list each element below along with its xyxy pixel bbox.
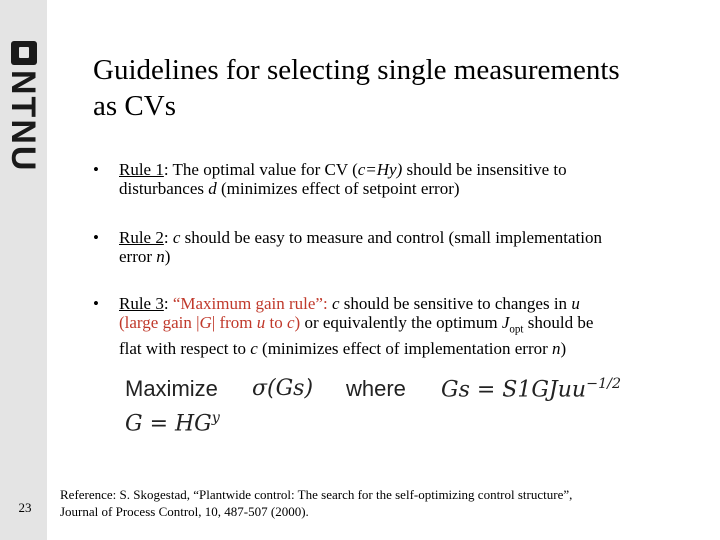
formula-gs-expression: Gs = S1GJuu [441, 377, 587, 403]
rule-1-text: should be insensitive to [402, 160, 567, 179]
rule-3-text: flat with respect to [119, 339, 251, 359]
formula-maximize-label: Maximize [125, 376, 218, 401]
rule-3-text: should be sensitive to changes in [339, 294, 572, 313]
rule-1-math: d [208, 179, 217, 198]
ntnu-logo [4, 70, 42, 173]
reference-note [60, 486, 710, 520]
title-line-2: as CVs [93, 90, 176, 122]
formula-gs-definition [441, 376, 621, 402]
rule-1-math: c=Hy) [357, 160, 403, 179]
formula-g-definition [125, 410, 220, 436]
rule-3-label: Rule 3 [119, 294, 164, 313]
rule-3-red-text [119, 313, 300, 332]
rule-3-text: ) [560, 339, 567, 359]
formula-g-superscript: y [211, 410, 220, 426]
rule-2-text: : [163, 228, 173, 247]
title-line-1: Guidelines for selecting single measurements [93, 54, 620, 86]
rule-3-math: u [571, 294, 580, 313]
rule-3-math: J [501, 313, 510, 332]
rule-3-math: u [256, 313, 266, 332]
rule-3-math: c [331, 294, 340, 313]
rule-3-math: n [552, 339, 561, 359]
rule-2-text: should be easy to measure and control (small implementation [180, 228, 602, 247]
ntnu-logo-icon [11, 41, 37, 65]
rule-3-text: | from [211, 313, 257, 332]
bullet-icon: • [93, 294, 99, 313]
rule-2-text: ) [164, 247, 171, 266]
rule-3-text: to [265, 313, 287, 332]
rule-2-math: n [156, 247, 165, 266]
rule-3-subscript: opt [509, 323, 524, 336]
rule-1-text: (minimizes effect of setpoint error) [216, 179, 460, 198]
reference-line-1: Reference: S. Skogestad, “Plantwide control: The search for the self-optimizing control structure”, [60, 487, 573, 502]
rule-3-math: G [199, 313, 212, 332]
rule-2-math: c [172, 228, 181, 247]
rule-3-math: c [286, 313, 295, 332]
rule-3-text: (minimizes effect of implementation error [257, 339, 553, 359]
sidebar [0, 0, 47, 540]
rule-1-text: : The optimal value for CV ( [163, 160, 358, 179]
rule-3-text: or equivalently the optimum [300, 313, 502, 332]
formula-gs-exponent: −1/2 [586, 376, 622, 392]
max-gain-rule-quote: “Maximum gain rule”: [172, 294, 328, 313]
ntnu-logo-text: NTNU [4, 70, 42, 173]
rule-3-text: (large gain | [119, 313, 200, 332]
page-title [93, 52, 620, 124]
page-number: 23 [18, 500, 32, 515]
rule-3-text: : [163, 294, 173, 313]
formula-g-expression: G = HG [125, 411, 212, 437]
bullet-icon: • [93, 228, 99, 247]
rule-2-text: error [119, 247, 157, 266]
bullet-icon: • [93, 160, 99, 179]
reference-line-2: Journal of Process Control, 10, 487-507 (2000). [60, 504, 309, 519]
rule-1-text: disturbances [119, 179, 209, 198]
rule-3-text: ) [294, 313, 301, 332]
formula-where-label: where [346, 376, 406, 401]
formula-sigma: σ(Gs) [252, 376, 314, 401]
rule-3-text: should be [523, 313, 594, 332]
rule-1-label: Rule 1 [119, 160, 164, 179]
rule-3-math: c [250, 339, 258, 359]
rule-2-label: Rule 2 [119, 228, 164, 247]
